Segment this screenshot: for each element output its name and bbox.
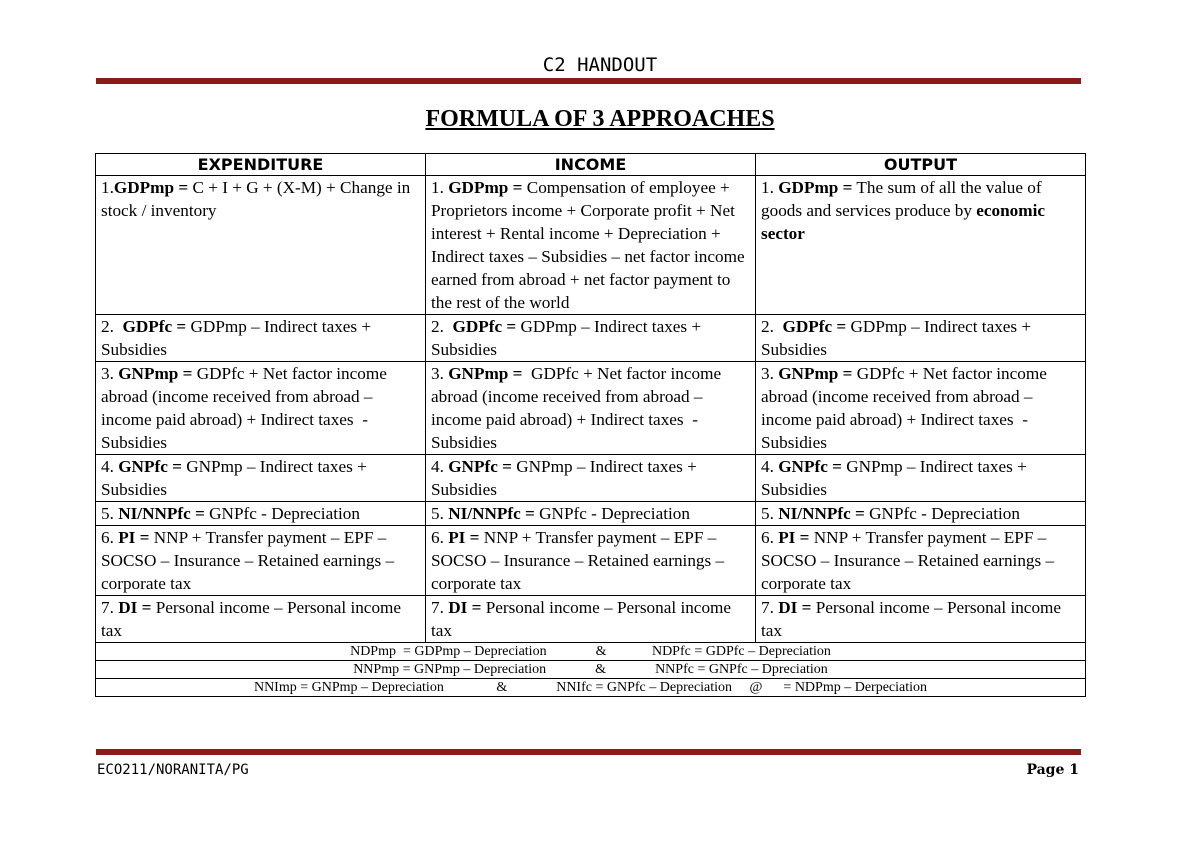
formula-cell-income <box>426 315 756 362</box>
formula-term: GDPmp = <box>448 178 523 197</box>
formula-expression: GDPmp – Indirect taxes + Subsidies <box>431 317 706 359</box>
column-header-income: INCOME <box>426 154 756 176</box>
formula-expression: GDPfc + Net factor income abroad (income received from abroad – income paid abroad) + Indirect taxes - Subsidies <box>761 364 1052 452</box>
column-header-expenditure: EXPENDITURE <box>96 154 426 176</box>
table-row <box>96 362 1086 455</box>
formula-expression: Personal income – Personal income tax <box>101 598 406 640</box>
formula-cell-income <box>426 526 756 596</box>
formula-number: 1. <box>761 178 779 197</box>
formula-cell-output <box>756 176 1086 315</box>
table-row <box>96 176 1086 315</box>
formula-number: 4. <box>101 457 119 476</box>
formula-number: 6. <box>761 528 779 547</box>
formula-expression: Personal income – Personal income tax <box>761 598 1066 640</box>
formula-term: PI = <box>118 528 150 547</box>
footer-page-number: Page 1 <box>1026 762 1079 778</box>
formula-term: PI = <box>778 528 810 547</box>
formula-cell-output <box>756 315 1086 362</box>
formula-expression: GNPmp – Indirect taxes + Subsidies <box>761 457 1032 499</box>
formula-number: 3. <box>101 364 119 383</box>
formula-term: NI/NNPfc = <box>778 504 865 523</box>
formula-expression: GNPfc - Depreciation <box>864 504 1020 523</box>
page-header: C2 HANDOUT <box>542 54 658 76</box>
document-title: FORMULA OF 3 APPROACHES <box>425 106 775 132</box>
formula-cell-expenditure <box>96 315 426 362</box>
formula-cell-income <box>426 502 756 526</box>
formula-cell-output <box>756 596 1086 643</box>
formula-number: 4. <box>761 457 779 476</box>
note-ndp: NDPmp = GDPmp – Depreciation & NDPfc = GDPfc – Depreciation <box>96 643 1086 661</box>
formula-term: DI = <box>118 598 152 617</box>
formula-term: GNPmp = <box>448 364 523 383</box>
formula-term: PI = <box>448 528 480 547</box>
formula-expression: GNPfc - Depreciation <box>204 504 360 523</box>
formula-cell-expenditure <box>96 362 426 455</box>
formula-expression: Compensation of employee + Proprietors income + Corporate profit + Net interest + Rental income + Depreciation + Indirect taxes – Subsidies – net factor income earned from abroad + net factor payment to the rest of the world <box>431 178 749 312</box>
formula-term: GNPfc = <box>118 457 182 476</box>
note-nnp: NNPmp = GNPmp – Depreciation & NNPfc = GNPfc – Dpreciation <box>96 661 1086 679</box>
header-rule <box>96 78 1081 84</box>
footer-course-code: ECO211/NORANITA/PG <box>97 762 249 778</box>
formula-term: NI/NNPfc = <box>448 504 535 523</box>
column-header-output: OUTPUT <box>756 154 1086 176</box>
note-row <box>96 661 1086 679</box>
formula-cell-output <box>756 526 1086 596</box>
formula-cell-output <box>756 455 1086 502</box>
table-row <box>96 596 1086 643</box>
formula-expression: NNP + Transfer payment – EPF – SOCSO – Insurance – Retained earnings – corporate tax <box>761 528 1059 593</box>
formula-expression: GDPfc + Net factor income abroad (income received from abroad – income paid abroad) + Indirect taxes - Subsidies <box>431 364 726 452</box>
formula-expression: GNPmp – Indirect taxes + Subsidies <box>431 457 702 499</box>
formula-number: 2. <box>761 317 783 336</box>
formula-cell-income <box>426 596 756 643</box>
table-row <box>96 455 1086 502</box>
formula-expression: GNPmp – Indirect taxes + Subsidies <box>101 457 372 499</box>
formula-number: 3. <box>431 364 449 383</box>
formula-cell-output <box>756 362 1086 455</box>
formula-expression: The sum of all the value of goods and services produce by <box>761 178 1046 220</box>
table-row <box>96 315 1086 362</box>
formula-expression: GNPfc - Depreciation <box>534 504 690 523</box>
formula-term: GDPmp = <box>778 178 853 197</box>
formula-number: 1. <box>101 178 114 197</box>
formula-term: GNPfc = <box>778 457 842 476</box>
formula-cell-income <box>426 176 756 315</box>
formula-cell-expenditure <box>96 502 426 526</box>
formula-cell-expenditure <box>96 176 426 315</box>
note-row <box>96 643 1086 661</box>
formula-term: GDPfc = <box>452 317 517 336</box>
formula-number: 7. <box>431 598 449 617</box>
formula-expression: NNP + Transfer payment – EPF – SOCSO – Insurance – Retained earnings – corporate tax <box>101 528 399 593</box>
formula-emphasis: economic sector <box>761 201 1045 243</box>
formula-number: 5. <box>431 504 449 523</box>
formula-table <box>95 153 1086 697</box>
formula-term: GDPmp = <box>113 178 189 197</box>
formula-expression: NNP + Transfer payment – EPF – SOCSO – Insurance – Retained earnings – corporate tax <box>431 528 729 593</box>
footer-rule <box>96 749 1081 755</box>
formula-term: DI = <box>778 598 812 617</box>
formula-number: 4. <box>431 457 449 476</box>
formula-term: GDPfc = <box>782 317 847 336</box>
formula-term: GNPmp = <box>778 364 853 383</box>
formula-cell-income <box>426 455 756 502</box>
formula-number: 2. <box>431 317 453 336</box>
formula-cell-expenditure <box>96 526 426 596</box>
formula-number: 2. <box>101 317 123 336</box>
formula-cell-income <box>426 362 756 455</box>
formula-expression: GDPfc + Net factor income abroad (income received from abroad – income paid abroad) + Indirect taxes - Subsidies <box>101 364 392 452</box>
formula-term: NI/NNPfc = <box>118 504 205 523</box>
formula-term: GNPfc = <box>448 457 512 476</box>
formula-cell-expenditure <box>96 455 426 502</box>
formula-term: GDPfc = <box>122 317 187 336</box>
formula-number: 5. <box>761 504 779 523</box>
note-nni: NNImp = GNPmp – Depreciation & NNIfc = GNPfc – Depreciation @ = NDPmp – Derpeciation <box>96 679 1086 697</box>
table-row <box>96 502 1086 526</box>
formula-cell-output <box>756 502 1086 526</box>
table-row <box>96 526 1086 596</box>
formula-number: 5. <box>101 504 119 523</box>
formula-expression: GDPmp – Indirect taxes + Subsidies <box>761 317 1036 359</box>
table-header-row <box>96 154 1086 176</box>
formula-expression: C + I + G + (X-M) + Change in stock / inventory <box>101 178 415 220</box>
formula-expression: Personal income – Personal income tax <box>431 598 736 640</box>
formula-cell-expenditure <box>96 596 426 643</box>
formula-number: 3. <box>761 364 779 383</box>
formula-term: GNPmp = <box>118 364 193 383</box>
formula-number: 7. <box>101 598 119 617</box>
formula-number: 1. <box>431 178 449 197</box>
formula-number: 6. <box>101 528 119 547</box>
formula-expression: GDPmp – Indirect taxes + Subsidies <box>101 317 376 359</box>
formula-term: DI = <box>448 598 482 617</box>
formula-number: 6. <box>431 528 449 547</box>
formula-number: 7. <box>761 598 779 617</box>
note-row <box>96 679 1086 697</box>
